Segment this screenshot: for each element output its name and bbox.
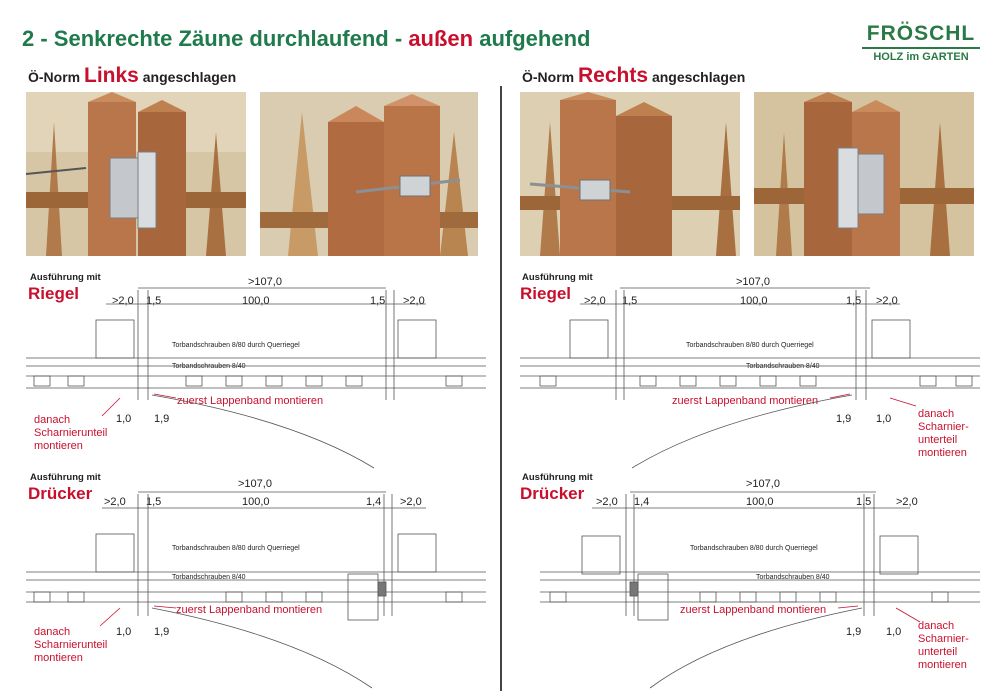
left-d1-label-small: Ausführung mit [30, 272, 101, 283]
left-d2-label-small: Ausführung mit [30, 472, 101, 483]
center-divider [500, 86, 502, 691]
right-d1-note1: Torbandschrauben 8/80 durch Querriegel [686, 342, 814, 349]
right-d2-note2: Torbandschrauben 8/40 [756, 574, 830, 581]
right-d1-red2: danach Scharnier- unterteil montieren [918, 408, 969, 459]
logo-divider [862, 47, 980, 49]
right-d1-b2: 1,0 [876, 413, 892, 425]
left-d2-b1: 1,0 [116, 626, 132, 638]
right-riegel-drawing [520, 280, 980, 470]
left-d1-b1: 1,0 [116, 413, 132, 425]
left-d1-note1: Torbandschrauben 8/80 durch Querriegel [172, 342, 300, 349]
right-d2-dim1: >2,0 [596, 496, 618, 508]
left-d2-dim4: 1,4 [366, 496, 382, 508]
left-d1-dim4: 1,5 [370, 295, 386, 307]
left-d1-note2: Torbandschrauben 8/40 [172, 363, 246, 370]
right-d2-dim3: 100,0 [746, 496, 774, 508]
right-d2-b2: 1,0 [886, 626, 902, 638]
left-d1-dim5: >2,0 [403, 295, 425, 307]
right-d2-red1: zuerst Lappenband montieren [680, 604, 827, 616]
left-d1-b2: 1,9 [154, 413, 170, 425]
left-d1-red1: zuerst Lappenband montieren [177, 395, 324, 407]
right-d1-red1: zuerst Lappenband montieren [672, 395, 819, 407]
page-title: 2 - Senkrechte Zäune durchlaufend - außen aufgehend [22, 26, 591, 51]
left-d2-dim5: >2,0 [400, 496, 422, 508]
logo-sub-text: HOLZ im GARTEN [873, 51, 969, 63]
left-d2-dim1: >2,0 [104, 496, 126, 508]
right-druecker-drawing [520, 486, 980, 690]
left-d2-red2: danach Scharnierunteil montieren [34, 626, 108, 664]
left-d2-note2: Torbandschrauben 8/40 [172, 574, 246, 581]
left-d2-dim2: 1,5 [146, 496, 162, 508]
photo-right-hinge [754, 92, 974, 256]
left-d2-total: >107,0 [238, 478, 272, 490]
right-d2-label-small: Ausführung mit [522, 472, 593, 483]
photo-right-latch [520, 92, 740, 256]
photo-left-hinge [26, 92, 246, 256]
right-d1-total: >107,0 [736, 276, 770, 288]
right-d2-dim4: 1,5 [856, 496, 872, 508]
right-d1-b1: 1,9 [836, 413, 852, 425]
left-d1-dim1: >2,0 [112, 295, 134, 307]
left-norm-heading: Ö-Norm Links angeschlagen [28, 64, 237, 87]
left-d1-dim3: 100,0 [242, 295, 270, 307]
left-d1-red2: danach Scharnierunteil montieren [34, 414, 108, 452]
right-d1-label-small: Ausführung mit [522, 272, 593, 283]
left-riegel-drawing [26, 280, 486, 470]
right-d2-red2: danach Scharnier- unterteil montieren [918, 620, 969, 671]
right-d1-dim4: 1,5 [846, 295, 862, 307]
left-d1-label-big: Riegel [28, 284, 80, 303]
right-d2-b1: 1,9 [846, 626, 862, 638]
right-d1-dim3: 100,0 [740, 295, 768, 307]
right-d2-note1: Torbandschrauben 8/80 durch Querriegel [690, 545, 818, 552]
logo-main-text: FRÖSCHL [866, 22, 976, 45]
right-d1-dim5: >2,0 [876, 295, 898, 307]
right-d1-dim1: >2,0 [584, 295, 606, 307]
left-d2-dim3: 100,0 [242, 496, 270, 508]
left-d1-dim2: 1,5 [146, 295, 162, 307]
left-druecker-drawing [26, 486, 486, 690]
right-d1-dim2: 1,5 [622, 295, 638, 307]
left-d2-note1: Torbandschrauben 8/80 durch Querriegel [172, 545, 300, 552]
left-d2-label-big: Drücker [28, 484, 93, 503]
right-d1-note2: Torbandschrauben 8/40 [746, 363, 820, 370]
froeschl-logo [862, 22, 980, 63]
right-d2-dim5: >2,0 [896, 496, 918, 508]
left-d2-b2: 1,9 [154, 626, 170, 638]
right-d2-label-big: Drücker [520, 484, 585, 503]
left-d1-total: >107,0 [248, 276, 282, 288]
right-d2-total: >107,0 [746, 478, 780, 490]
right-d2-dim2: 1,4 [634, 496, 650, 508]
right-norm-heading: Ö-Norm Rechts angeschlagen [522, 64, 746, 87]
left-d2-red1: zuerst Lappenband montieren [176, 604, 323, 616]
photo-left-latch [260, 92, 478, 256]
right-d1-label-big: Riegel [520, 284, 572, 303]
